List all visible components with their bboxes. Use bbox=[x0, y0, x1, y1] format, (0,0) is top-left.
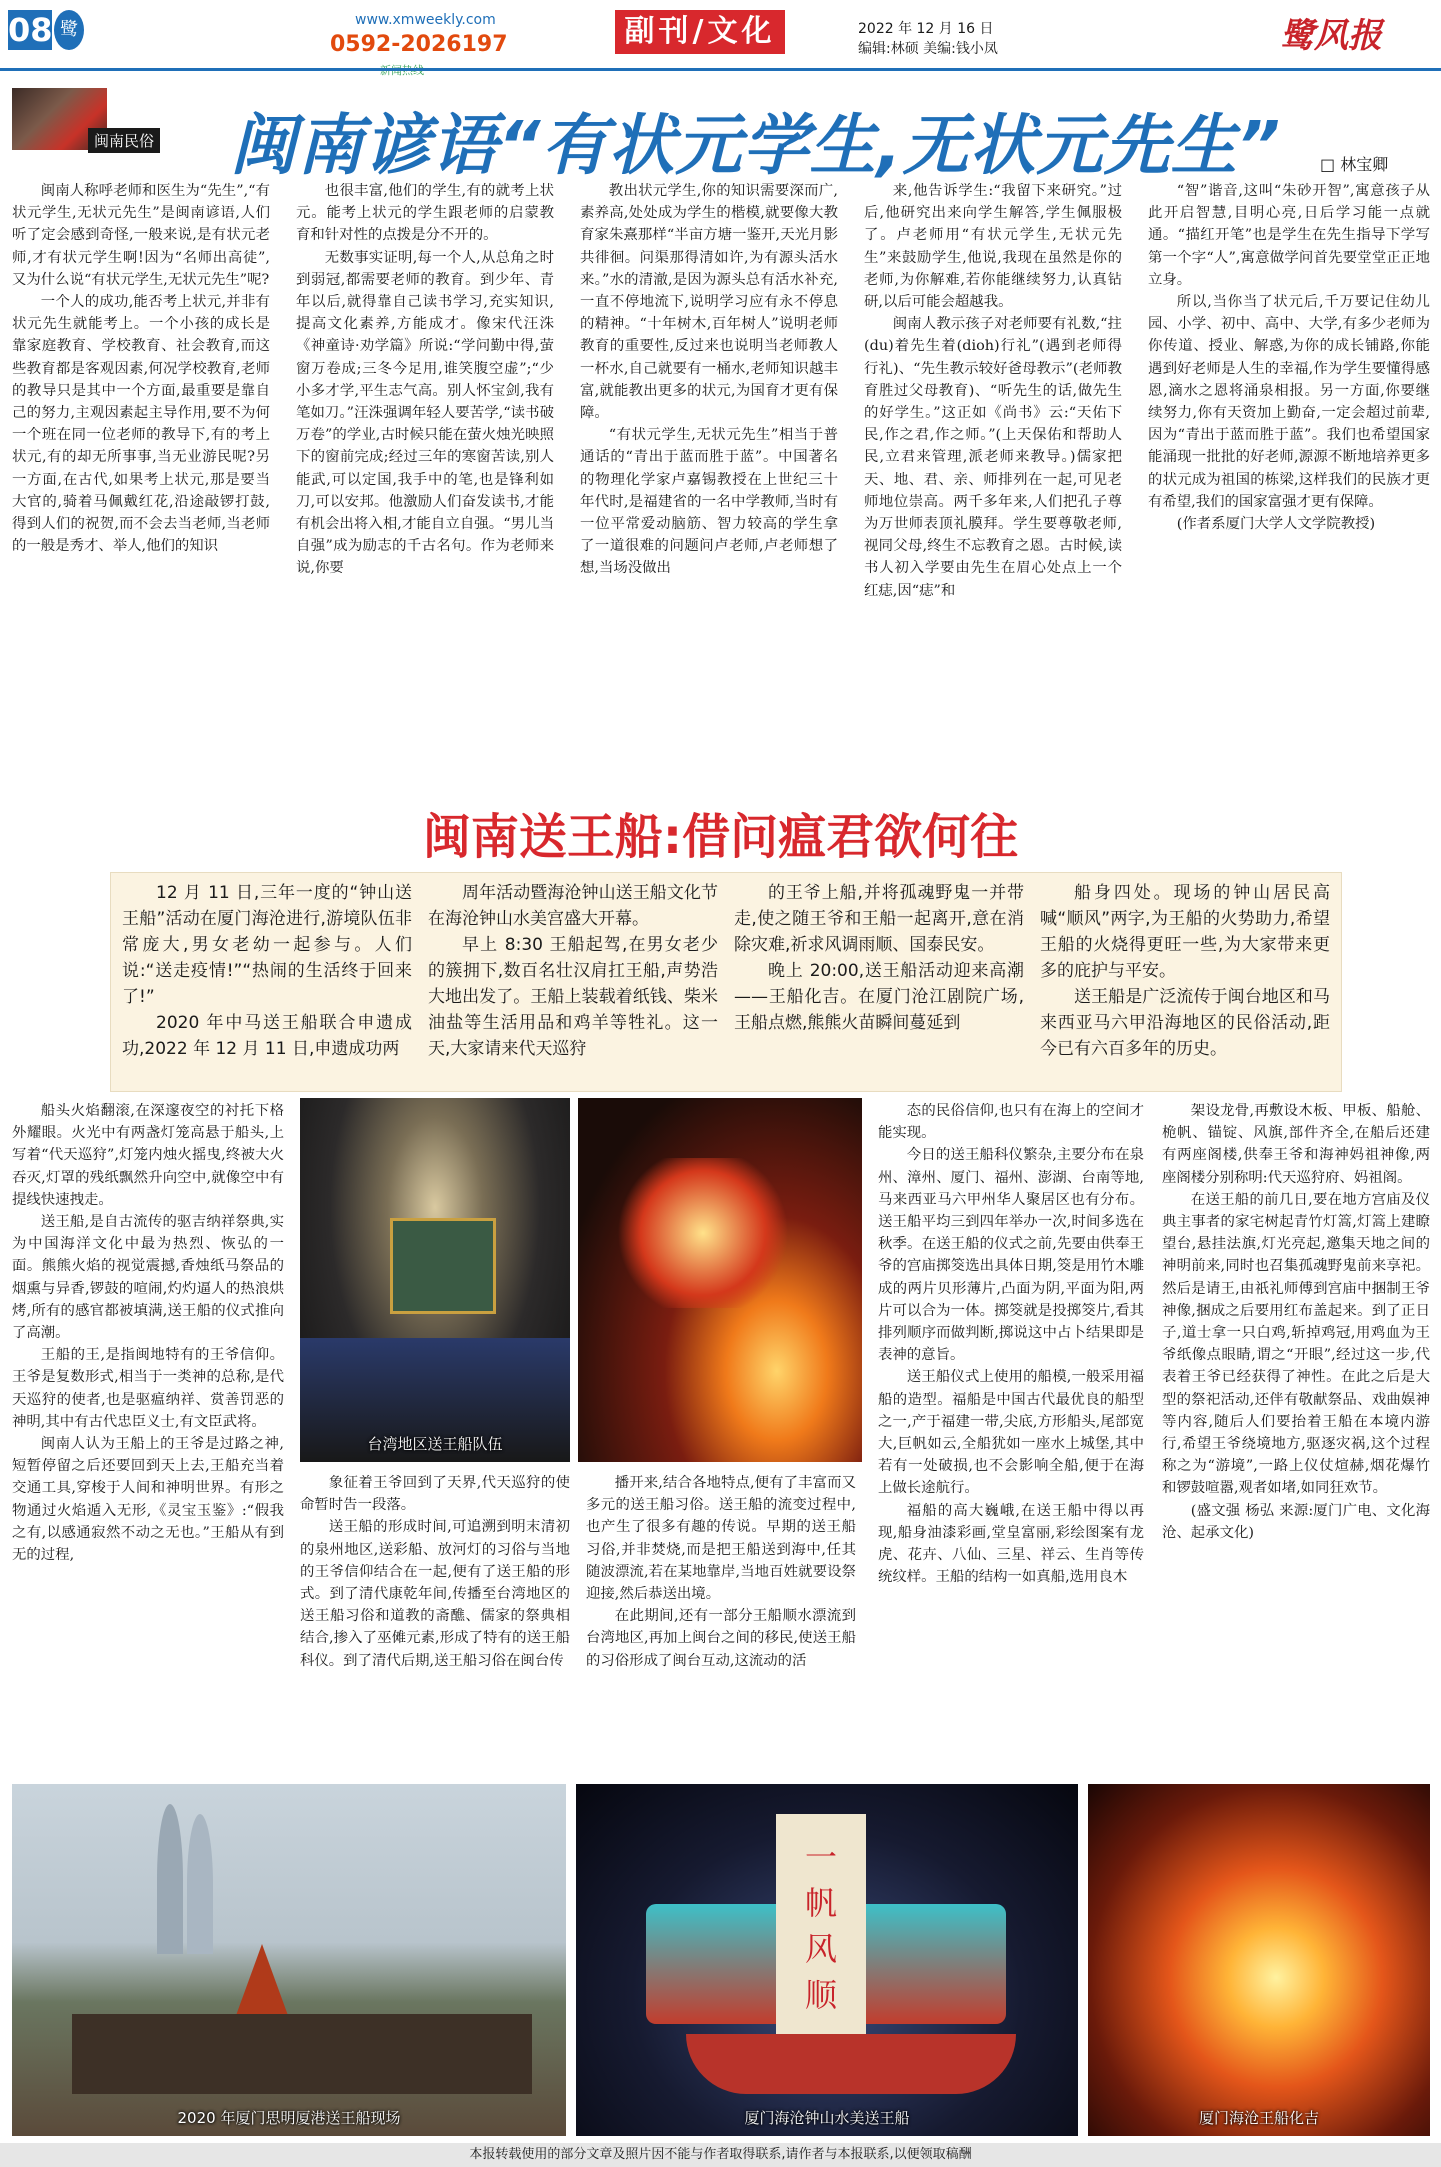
section-banner: 副刊/文化 bbox=[615, 10, 785, 54]
paragraph: 晚上 20:00,送王船活动迎来高潮——王船化吉。在厦门沧江剧院广场,王船点燃,熊熊火苗瞬间蔓延到 bbox=[734, 961, 1024, 1033]
paragraph: 也很丰富,他们的学生,有的就考上状元。能考上状元的学生跟老师的启蒙教育和针对性的点拨是分不开的。 bbox=[296, 183, 554, 244]
article1-column-5 bbox=[1148, 180, 1430, 535]
paragraph: 闽南人教示孩子对老师要有礼数,“拄(du)着先生着(dioh)行礼”(遇到老师得行礼)、“先生教示较好爸母教示”(老师教育胜过父母教育)、“听先生的话,做先生的好学生。”这正如《尚书》云:“天佑下民,作之君,作之师。”(上天保佑和帮助人民,立君来管理,派老师来教导。)儒家把天、地、君、亲、师排列在一起,可见老师地位崇高。两千多年来,人们把孔子尊为万世师表顶礼膜拜。学生要尊敬老师,视同父母,终生不忘教育之恩。古时候,读书人初入学要由先生在眉心处点上一个红痣,因“痣”和 bbox=[864, 316, 1122, 599]
article1-author: □ 林宝卿 bbox=[1320, 155, 1389, 174]
paragraph: 送王船仪式上使用的船模,一般采用福船的造型。福船是中国古代最优良的船型之一,产于福建一带,尖底,方形船头,尾部宽大,巨帆如云,全船犹如一座水上城堡,其中若有一处破损,也不会影响全船,便于在海上做长途航行。 bbox=[878, 1369, 1144, 1497]
editors-credit: 编辑:林硕 美编:钱小凤 bbox=[858, 41, 998, 57]
paragraph: 王船的王,是指闽地特有的王爷信仰。王爷是复数形式,相当于一类神的总称,是代天巡狩的使者,也是驱瘟纳祥、赏善罚恶的神明,其中有古代忠臣义士,有文臣武将。 bbox=[12, 1347, 284, 1430]
fire-shape bbox=[618, 1158, 788, 1308]
paragraph: 今日的送王船科仪繁杂,主要分布在泉州、漳州、厦门、福州、澎湖、台南等地,马来西亚马六甲州华人聚居区也有分布。送王船平均三到四年举办一次,时间多选在秋季。在送王船的仪式之前,先要由供奉王爷的宫庙掷筊选出具体日期,筊是用竹木雕成的两片贝形薄片,凸面为阴,平面为阳,两片可以合为一体。掷筊就是投掷筊片,看其排列顺序而做判断,掷说这中占卜结果即是表神的意旨。 bbox=[878, 1147, 1144, 1364]
paragraph: 闽南人认为王船上的王爷是过路之神,短暂停留之后还要回到天上去,王船充当着交通工具,穿梭于人间和神明世界。有形之物通过火焰遁入无形,《灵宝玉鉴》:“假我之有,以感通寂然不动之无也。”王船从有到无的过程, bbox=[12, 1436, 284, 1564]
footer-notice: 本报转载使用的部分文章及照片因不能与作者取得联系,请作者与本报联系,以便领取稿酬 bbox=[0, 2143, 1441, 2167]
article2-column-5 bbox=[1162, 1100, 1430, 1544]
paragraph: 一个人的成功,能否考上状元,并非有状元先生就能考上。一个小孩的成长是靠家庭教育、学校教育、社会教育,而这些教育都是客观因素,何况学校教育,老师的教导只是其中一个方面,最重要是靠自己的努力,主观因素起主导作用,要不为何一个班在同一位老师的教导下,有的考上状元,有的却无所事事,当无业游民呢?另一方面,在古代,如果考上状元,那是要当大官的,骑着马佩戴红花,沿途敲锣打鼓,得到人们的祝贺,而不会去当老师,当老师的一般是秀才、举人,他们的知识 bbox=[12, 294, 270, 555]
photo-haicang-shuimei bbox=[576, 1784, 1078, 2136]
photo-wangchuan-burning bbox=[1088, 1784, 1430, 2136]
lead-column-1 bbox=[122, 880, 412, 1062]
article2-column-2 bbox=[300, 1472, 570, 1672]
source-credit: (盛文强 杨弘 来源:厦门广电、文化海沧、起承文化) bbox=[1162, 1502, 1430, 1541]
paragraph: 态的民俗信仰,也只有在海上的空间才能实现。 bbox=[878, 1103, 1144, 1142]
paragraph: 闽南人称呼老师和医生为“先生”,“有状元学生,无状元先生”是闽南谚语,人们听了定会感到奇怪,一般来说,是有状元老师,才有状元学生啊!因为“名师出高徒”,又为什么说“有状元学生,无状元先生”呢? bbox=[12, 183, 270, 288]
ship-hull-shape bbox=[686, 2034, 1016, 2094]
paragraph: 象征着王爷回到了天界,代天巡狩的使命暂时告一段落。 bbox=[300, 1475, 570, 1514]
tower-shape bbox=[157, 1804, 183, 1954]
photo-burning-ship bbox=[578, 1098, 862, 1462]
paragraph: 架设龙骨,再敷设木板、甲板、船舱、桅帆、锚锭、风旗,部件齐全,在船后还建有两座阁楼,供奉王爷和海神妈祖神像,两座阁楼分别称明:代天巡狩府、妈祖阁。 bbox=[1162, 1103, 1430, 1186]
paragraph: 无数事实证明,每一个人,从总角之时到弱冠,都需要老师的教育。到少年、青年以后,就得靠自己读书学习,充实知识,提高文化素养,方能成才。像宋代汪洙《神童诗·劝学篇》所说:“学问勤中得,萤窗万卷成;三冬今足用,谁笑腹空虚”;“少小多才学,平生志气高。别人怀宝剑,我有笔如刀。”汪洙强调年轻人要苦学,“读书破万卷”的学业,古时候只能在萤火烛光映照下的窗前完成;经过三年的寒窗苦读,别人能武,可以定国,我手中的笔,也是锋利如刀,可以安邦。他激励人们奋发读书,才能有机会出将入相,才能自立自强。“男儿当自强”成为励志的千古名句。作为老师来说,你要 bbox=[296, 249, 554, 577]
lead-column-2 bbox=[428, 880, 718, 1062]
paragraph: 周年活动暨海沧钟山送王船文化节在海沧钟山水美宫盛大开幕。 bbox=[428, 883, 718, 929]
paragraph: 送王船,是自古流传的驱吉纳祥祭典,实为中国海洋文化中最为热烈、恢弘的一面。熊熊火焰的视觉震撼,香烛纸马祭品的烟熏与异香,锣鼓的喧闹,灼灼逼人的热浪烘烤,所有的感官都被填满,送王船的仪式推向了高潮。 bbox=[12, 1214, 284, 1342]
photo-xiamen-siming-scene bbox=[12, 1784, 566, 2136]
article2-column-4 bbox=[878, 1100, 1144, 1588]
ship-crowd-shape bbox=[72, 2014, 532, 2094]
photo-caption: 台湾地区送王船队伍 bbox=[367, 1435, 503, 1453]
lead-column-3 bbox=[734, 880, 1024, 1036]
article1-column-3 bbox=[580, 180, 838, 580]
paragraph: 来,他告诉学生:“我留下来研究。”过后,他研究出来向学生解答,学生佩服极了。卢老师用“有状元学生,无状元先生”来鼓励学生,他说,我现在虽然是你的老师,为你解难,若你能继续努力,认真钻研,以后可能会超越我。 bbox=[864, 183, 1122, 311]
lead-column-4 bbox=[1040, 880, 1330, 1062]
paragraph: 福船的高大巍峨,在送王船中得以再现,船身油漆彩画,堂皇富丽,彩绘图案有龙虎、花卉、八仙、三星、祥云、生肖等传统纹样。王船的结构一如真船,选用良木 bbox=[878, 1502, 1144, 1586]
paragraph: 船身四处。现场的钟山居民高喊“顺风”两字,为王船的火势助力,希望王船的火烧得更旺一些,为大家带来更多的庇护与平安。 bbox=[1040, 883, 1330, 981]
article1-title: 闽南谚语“有状元学生,无状元先生” bbox=[230, 107, 1282, 184]
paragraph: 播开来,结合各地特点,便有了丰富而又多元的送王船习俗。送王船的流变过程中,也产生了很多有趣的传说。早期的送王船习俗,并非焚烧,而是把王船送到海中,任其随波漂流,若在某地靠岸,当地百姓就要设祭迎接,然后恭送出境。 bbox=[586, 1475, 856, 1603]
page-logo-icon: 鹭 bbox=[54, 10, 84, 50]
wangchuan-float-shape bbox=[390, 1218, 496, 1314]
article2-column-1 bbox=[12, 1100, 284, 1566]
paragraph: 送王船的形成时间,可追溯到明末清初的泉州地区,送彩船、放河灯的习俗与当地的王爷信仰结合在一起,便有了送王船的形式。到了清代康乾年间,传播至台湾地区的送王船习俗和道教的斋醮、儒家的祭典相结合,掺入了巫傩元素,形成了特有的送王船科仪。到了清代后期,送王船习俗在闽台传 bbox=[300, 1519, 570, 1669]
paragraph: 2020 年中马送王船联合申遗成功,2022 年 12 月 11 日,申遗成功两 bbox=[122, 1013, 412, 1059]
paper-name-logo: 鹭风报 bbox=[1280, 16, 1382, 56]
article1-column-2 bbox=[296, 180, 554, 580]
article1-column-1 bbox=[12, 180, 270, 557]
author-bio: (作者系厦门大学人文学院教授) bbox=[1176, 516, 1376, 533]
paragraph: 船头火焰翻滚,在深邃夜空的衬托下格外耀眼。火光中有两盏灯笼高悬于船头,上写着“代天巡狩”,灯笼内烛火摇曳,终被大火吞灭,灯罩的残纸飘然升向空中,就像空中有提线快速拽走。 bbox=[12, 1103, 284, 1208]
page-number: 08 bbox=[8, 11, 53, 49]
paragraph: 教出状元学生,你的知识需要深而广,素养高,处处成为学生的楷模,就要像大教育家朱熹那样“半亩方塘一鉴开,天光月影共徘徊。问渠那得清如许,为有源头活水来。”水的清澈,是因为源头总有活水补充,一直不停地流下,说明学习应有永不停息的精神。“十年树木,百年树人”说明老师教育的重要性,反过来也说明当老师教人一杯水,自己就要有一桶水,老师知识越丰富,就能教出更多的状元,为国育才更有保障。 bbox=[580, 183, 838, 422]
paragraph: 12 月 11 日,三年一度的“钟山送王船”活动在厦门海沧进行,游境队伍非常庞大,男女老幼一起参与。人们说:“送走疫情!”“热闹的生活终于回来了!” bbox=[122, 883, 412, 1007]
paragraph: 所以,当你当了状元后,千万要记住幼儿园、小学、初中、高中、大学,有多少老师为你传道、授业、解惑,为你的成长铺路,你能遇到好老师是人生的幸福,作为学生要懂得感恩,滴水之恩将涌泉相报。另一方面,你要继续努力,你有天资加上勤奋,一定会超过前辈,因为“青出于蓝而胜于蓝”。我们也希望国家能涌现一批批的好老师,源源不断地培养更多的状元成为祖国的栋梁,这样我们的民族才更有希望,我们的国家富强才更有保障。 bbox=[1148, 294, 1430, 510]
sail-text: 一帆风顺 bbox=[804, 1838, 837, 2014]
photo-taiwan-procession bbox=[300, 1098, 570, 1462]
paragraph: 的王爷上船,并将孤魂野鬼一并带走,使之随王爷和王船一起离开,意在消除灾难,祈求风调雨顺、国泰民安。 bbox=[734, 883, 1024, 955]
article1-column-4 bbox=[864, 180, 1122, 602]
photo-caption: 2020 年厦门思明厦港送王船现场 bbox=[177, 2109, 401, 2127]
issue-date: 2022 年 12 月 16 日 bbox=[858, 21, 994, 37]
paragraph: “智”谐音,这叫“朱砂开智”,寓意孩子从此开启智慧,目明心亮,日后学习能一点就通。“描红开笔”也是学生在先生指导下学写第一个字“人”,寓意做学问首先要堂堂正正地立身。 bbox=[1148, 183, 1430, 288]
paragraph: “有状元学生,无状元先生”相当于普通话的“青出于蓝而胜于蓝”。中国著名的物理化学家卢嘉锡教授在上世纪三十年代时,是福建省的一名中学教师,当时有一位平常爱动脑筋、智力较高的学生拿了一道很难的问题问卢老师,卢老师想了想,当场没做出 bbox=[580, 427, 838, 577]
photo-caption: 厦门海沧钟山水美送王船 bbox=[744, 2109, 910, 2127]
tower-shape bbox=[187, 1814, 213, 1954]
paragraph: 在此期间,还有一部分王船顺水漂流到台湾地区,再加上闽台之间的移民,使送王船的习俗形成了闽台互动,这流动的活 bbox=[586, 1608, 856, 1669]
paragraph: 早上 8:30 王船起驾,在男女老少的簇拥下,数百名壮汉肩扛王船,声势浩大地出发了。王船上装载着纸钱、柴米油盐等生活用品和鸡羊等牲礼。这一天,大家请来代天巡狩 bbox=[428, 935, 718, 1059]
website-url[interactable]: www.xmweekly.com bbox=[355, 12, 496, 28]
paragraph: 在送王船的前几日,要在地方宫庙及仪典主事者的家宅树起青竹灯篙,灯篙上建瞭望台,悬挂法旗,灯光亮起,邀集天地之间的神明前来,同时也召集孤魂野鬼前来享祀。然后是请王,由祇礼师傅到宫庙中捆制王爷神像,捆成之后要用红布盖起来。到了正日子,道士拿一只白鸡,斩掉鸡冠,用鸡血为王爷纸像点眼睛,谓之“开眼”,经过这一步,代表着王爷已经获得了神性。在此之后是大型的祭祀活动,还伴有敬献祭品、戏曲娱神等内容,随后人们要抬着王船在本境内游行,希望王爷绕境地方,驱逐灾祸,这个过程称之为“游境”,一路上仪仗煊赫,烟花爆竹和锣鼓喧嚣,观者如堵,如同狂欢节。 bbox=[1162, 1191, 1430, 1497]
article2-column-3 bbox=[586, 1472, 856, 1672]
article2-title: 闽南送王船:借问瘟君欲何往 bbox=[422, 809, 1019, 865]
hotline-number: 0592-2026197 bbox=[330, 32, 508, 57]
header-rule bbox=[0, 68, 1441, 71]
photo-caption: 厦门海沧王船化吉 bbox=[1198, 2109, 1319, 2127]
column-tag: 闽南民俗 bbox=[88, 128, 160, 153]
paragraph: 送王船是广泛流传于闽台地区和马来西亚马六甲沿海地区的民俗活动,距今已有六百多年的历史。 bbox=[1040, 987, 1330, 1059]
